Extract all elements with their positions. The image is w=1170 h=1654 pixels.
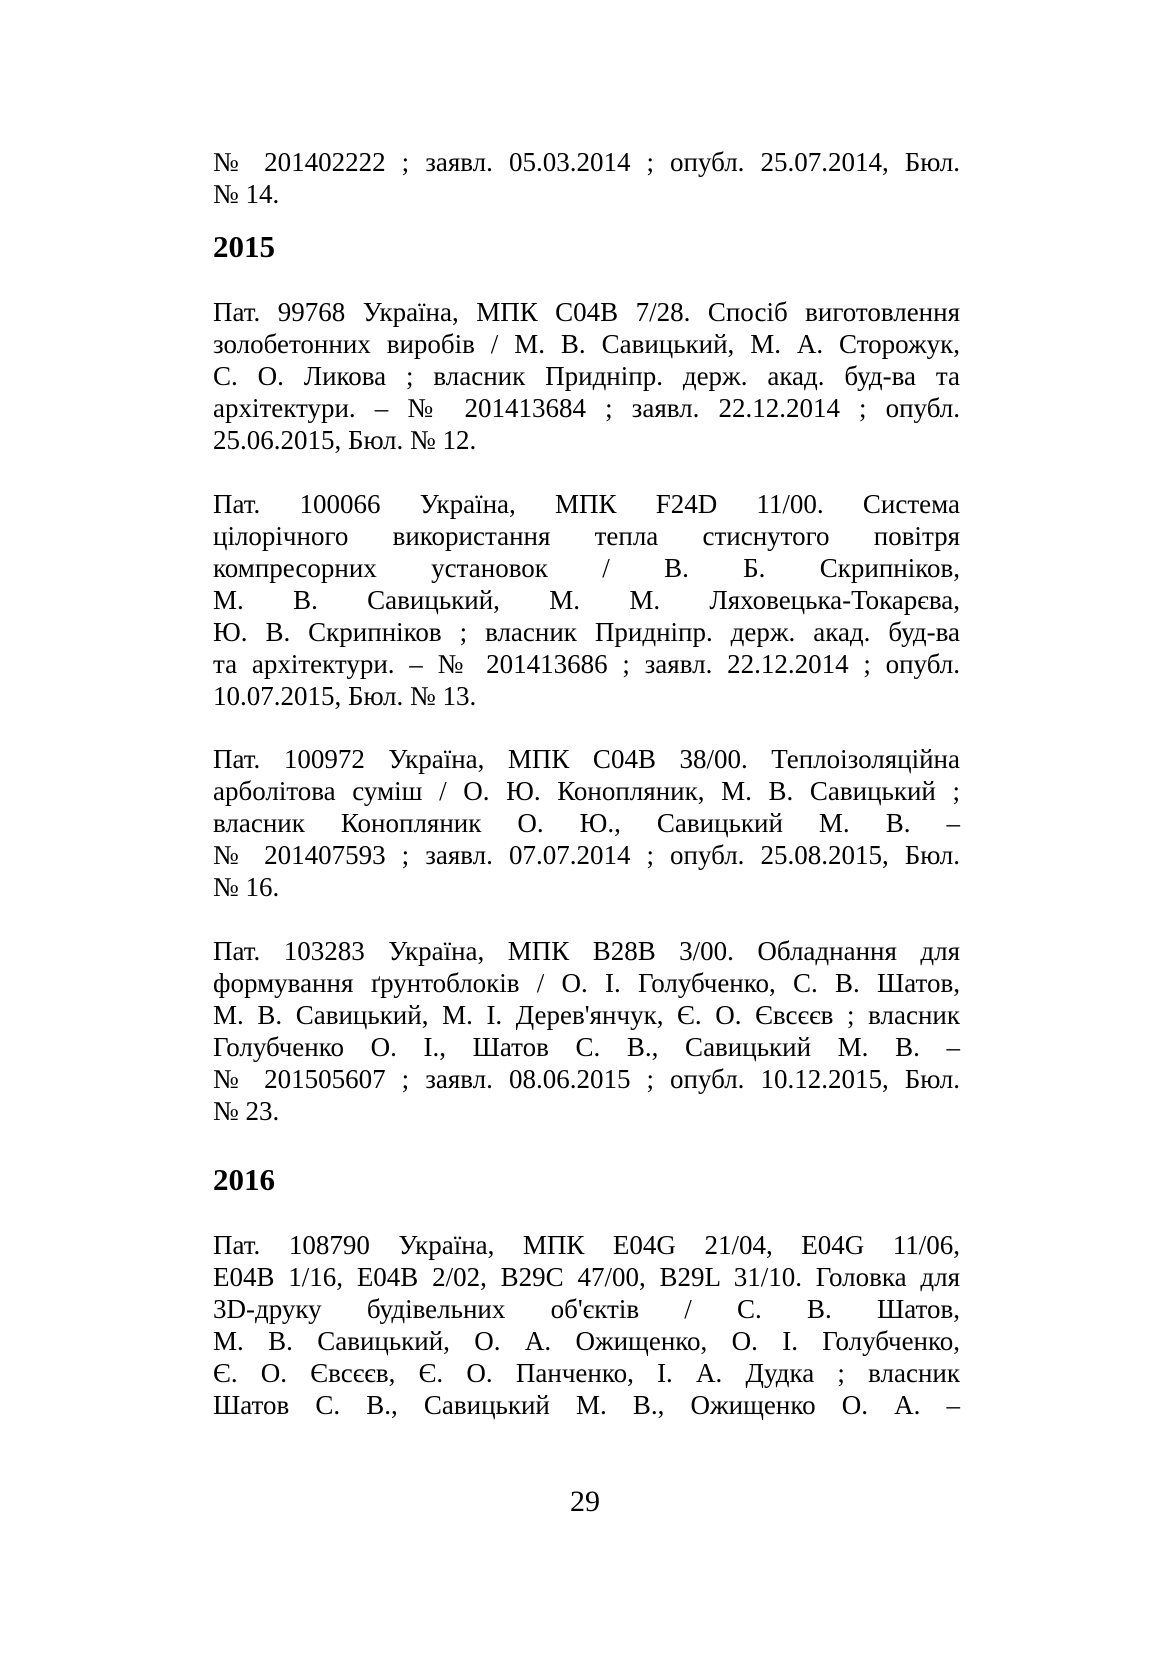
year-heading-2016: 2016 — [213, 1162, 275, 1197]
entry-line: архітектури. – № 201413684 ; заявл. 22.12.2014 ; опубл. — [213, 393, 960, 423]
entry-line: М. В. Савицький, М. М. Ляховецька-Токарєва, — [213, 585, 960, 615]
entry-line: Пат. 108790 Україна, МПК E04G 21/04, E04G 11/06, — [213, 1230, 960, 1260]
entry-line: № 23. — [213, 1096, 280, 1126]
entry-line: 10.07.2015, Бюл. № 13. — [213, 681, 477, 711]
page-number: 29 — [570, 1485, 600, 1518]
entry-line: цілорічного використання тепла стиснутого повітря — [213, 521, 960, 551]
entry-line: Ю. В. Скрипніков ; власник Придніпр. держ. акад. буд-ва — [213, 617, 960, 647]
entry-line: № 14. — [213, 179, 280, 209]
entry-line: Є. О. Євсєєв, Є. О. Панченко, І. А. Дудка ; власник — [213, 1358, 960, 1388]
entry-line: С. О. Ликова ; власник Придніпр. держ. акад. буд-ва та — [213, 361, 960, 391]
entry-line: та архітектури. – № 201413686 ; заявл. 22.12.2014 ; опубл. — [213, 649, 960, 679]
bibliography-entry — [213, 743, 960, 903]
bibliography-entry — [213, 935, 960, 1127]
entry-line: арболітова суміш / О. Ю. Конопляник, М. В. Савицький ; — [213, 776, 960, 806]
entry-line: Голубченко О. І., Шатов С. В., Савицький М. В. – — [213, 1032, 960, 1062]
entry-line: № 201407593 ; заявл. 07.07.2014 ; опубл. 25.08.2015, Бюл. — [213, 840, 960, 870]
entry-line: E04B 1/16, E04B 2/02, B29C 47/00, B29L 31/10. Головка для — [213, 1262, 960, 1292]
entry-line: Пат. 100972 Україна, МПК C04B 38/00. Теплоізоляційна — [213, 744, 960, 774]
entry-line: 25.06.2015, Бюл. № 12. — [213, 425, 477, 455]
entry-line: 3D-друку будівельних об'єктів / С. В. Шатов, — [213, 1294, 960, 1324]
entry-line: формування ґрунтоблоків / О. І. Голубченко, С. В. Шатов, — [213, 968, 960, 998]
entry-line: № 201505607 ; заявл. 08.06.2015 ; опубл. 10.12.2015, Бюл. — [213, 1064, 960, 1094]
bibliography-entry — [213, 488, 960, 712]
entry-line: М. В. Савицький, О. А. Ожищенко, О. І. Голубченко, — [213, 1326, 960, 1356]
bibliography-entry — [213, 1229, 960, 1421]
entry-line: Пат. 99768 Україна, МПК C04B 7/28. Спосіб виготовлення — [213, 297, 960, 327]
entry-line: Пат. 100066 Україна, МПК F24D 11/00. Система — [213, 489, 960, 519]
entry-line: золобетонних виробів / М. В. Савицький, М. А. Сторожук, — [213, 329, 960, 359]
entry-line: № 16. — [213, 872, 280, 902]
entry-line: Шатов С. В., Савицький М. В., Ожищенко О. А. – — [213, 1390, 960, 1420]
year-heading-2015: 2015 — [213, 229, 275, 264]
entry-line: М. В. Савицький, М. І. Дерев'янчук, Є. О. Євсєєв ; власник — [213, 1000, 960, 1030]
entry-line: компресорних установок / В. Б. Скрипніков, — [213, 553, 960, 583]
entry-line: № 201402222 ; заявл. 05.03.2014 ; опубл. 25.07.2014, Бюл. — [213, 147, 960, 177]
bibliography-entry — [213, 146, 960, 210]
entry-line: Пат. 103283 Україна, МПК B28B 3/00. Обладнання для — [213, 936, 960, 966]
entry-line: власник Конопляник О. Ю., Савицький М. В. – — [213, 808, 960, 838]
bibliography-entry — [213, 296, 960, 456]
